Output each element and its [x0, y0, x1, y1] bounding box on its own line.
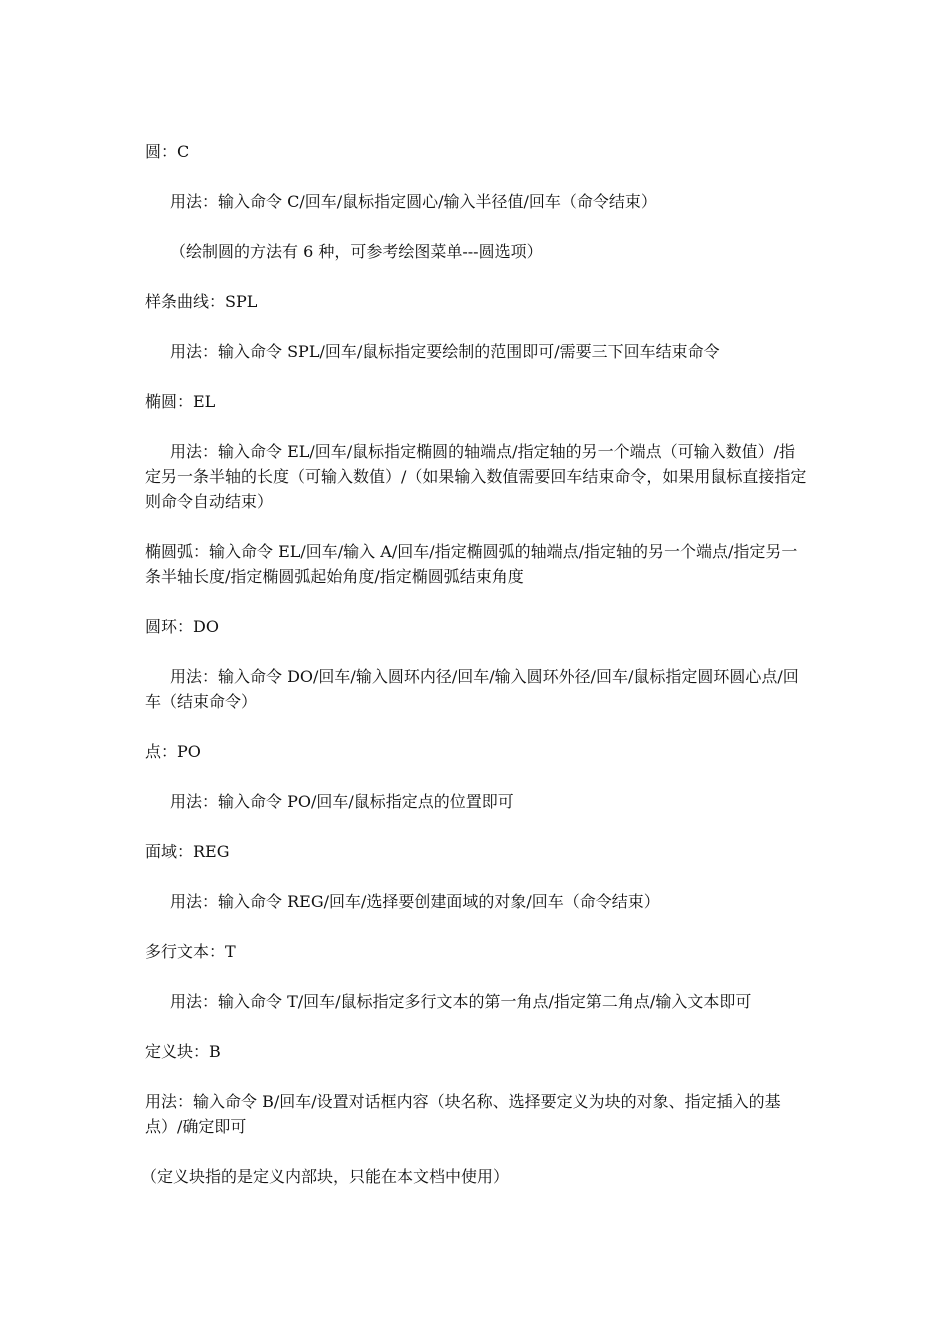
heading-ellipse: 椭圆：EL	[145, 392, 216, 411]
heading-circle: 圆：C	[145, 142, 190, 161]
usage-spline: 用法：输入命令 SPL/回车/鼠标指定要绘制的范围即可/需要三下回车结束命令	[170, 342, 720, 361]
heading-donut: 圆环：DO	[145, 617, 219, 636]
note-block: （定义块指的是定义内部块，只能在本文档中使用）	[141, 1167, 510, 1186]
usage-elliptical-arc: 椭圆弧：输入命令 EL/回车/输入 A/回车/指定椭圆弧的轴端点/指定轴的另一个端点/指定另一条半轴长度/指定椭圆弧起始角度/指定椭圆弧结束角度	[145, 542, 798, 586]
usage-block: 用法：输入命令 B/回车/设置对话框内容（块名称、选择要定义为块的对象、指定插入的基点）/确定即可	[145, 1092, 781, 1136]
note-circle-methods: （绘制圆的方法有 6 种，可参考绘图菜单---圆选项）	[170, 242, 543, 261]
usage-mtext: 用法：输入命令 T/回车/鼠标指定多行文本的第一角点/指定第二角点/输入文本即可	[170, 992, 752, 1011]
heading-mtext: 多行文本：T	[145, 942, 236, 961]
usage-ellipse: 用法：输入命令 EL/回车/鼠标指定椭圆的轴端点/指定轴的另一个端点（可输入数值）/指定另一条半轴的长度（可输入数值）/（如果输入数值需要回车结束命令，如果用鼠标直接指定则命令自动结束）	[145, 442, 807, 511]
heading-point: 点：PO	[145, 742, 201, 761]
document-body	[141, 139, 810, 1214]
heading-block: 定义块：B	[145, 1042, 221, 1061]
usage-circle: 用法：输入命令 C/回车/鼠标指定圆心/输入半径值/回车（命令结束）	[170, 192, 657, 211]
usage-donut: 用法：输入命令 DO/回车/输入圆环内径/回车/输入圆环外径/回车/鼠标指定圆环圆心点/回车（结束命令）	[145, 667, 799, 711]
heading-spline: 样条曲线：SPL	[145, 292, 258, 311]
heading-region: 面域：REG	[145, 842, 230, 861]
usage-region: 用法：输入命令 REG/回车/选择要创建面域的对象/回车（命令结束）	[170, 892, 660, 911]
usage-point: 用法：输入命令 PO/回车/鼠标指定点的位置即可	[170, 792, 514, 811]
